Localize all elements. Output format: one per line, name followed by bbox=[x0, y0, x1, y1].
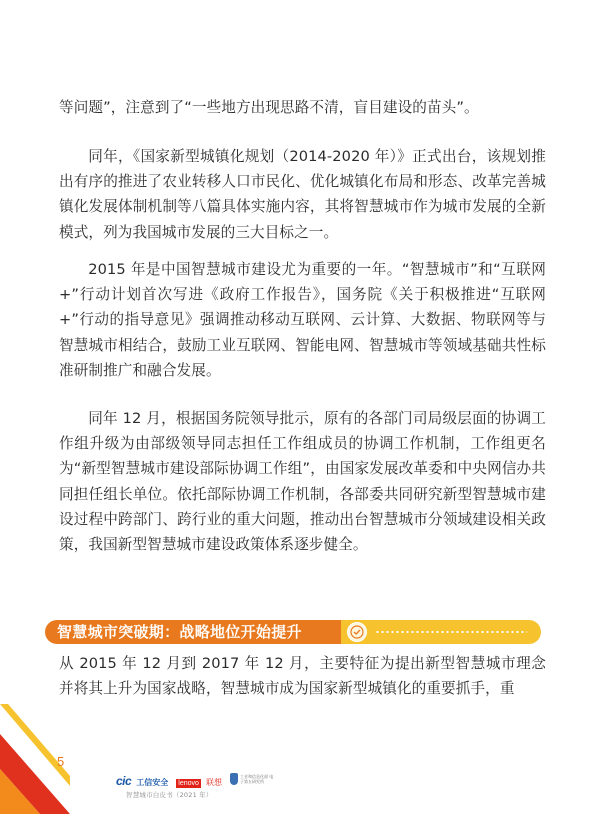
paragraph-2015: 2015 年是中国智慧城市建设尤为重要的一年。“智慧城市”和“互联网 +”行动计划首次写进《政府工作报告》，国务院《关于积极推进“互联网 +”行动的指导意见》强调推动移动互联网、云计算、大数据、物联网等与智慧城市相结合，鼓励工业互联网、智能电网、智慧城市等领域基础共性标准研制推广和融合发展。 bbox=[59, 261, 546, 379]
lenovo-logo bbox=[176, 770, 222, 789]
lenovo-logo-mark: lenovo bbox=[178, 779, 199, 787]
cic-logo bbox=[116, 770, 168, 789]
cic-logo-text: 工信安全 bbox=[136, 777, 169, 787]
paragraph-december: 同年 12 月，根据国务院领导批示，原有的各部门司局级层面的协调工作组升级为由部级领导同志担任工作组成员的协调工作机制，工作组更名为“新型智慧城市建设部际协调工作组”，由国家发展改革委和中央网信办共同担任组长单位。依托部际协调工作机制，各部委共同研究新型智慧城市建设过程中跨部门、跨行业的重大问题，推动出台智慧城市分领域建设相关政策，我国新型智慧城市建设政策体系逐步健全。 bbox=[59, 410, 546, 554]
footer-logos bbox=[116, 772, 274, 786]
badge-icon bbox=[347, 622, 367, 642]
lenovo-logo-text: 联想 bbox=[206, 777, 223, 787]
institute-logo-icon bbox=[230, 773, 238, 785]
section-title: 智慧城市突破期：战略地位开始提升 bbox=[57, 623, 302, 641]
paragraph-continuation: 等问题”，注意到了“一些地方出现思路不清，盲目建设的苗头”。 bbox=[59, 99, 479, 116]
page-number: 5 bbox=[57, 754, 65, 769]
section-banner bbox=[45, 620, 545, 644]
cic-logo-mark: cic bbox=[116, 773, 132, 788]
institute-logo-text: 工业和信息化部 电子第五研究所 bbox=[240, 774, 274, 784]
dotted-line bbox=[375, 631, 527, 633]
paragraph-urbanization-plan: 同年，《国家新型城镇化规划（2014-2020 年）》正式出台，该规划推出有序的推进了农业转移人口市民化、优化城镇化布局和形态、改革完善城镇化发展体制机制等八篇具体实施内容，其将智慧城市作为城市发展的全新模式，列为我国城市发展的三大目标之一。 bbox=[59, 148, 546, 241]
paragraph-breakthrough: 从 2015 年 12 月到 2017 年 12 月，主要特征为提出新型智慧城市理念并将其上升为国家战略，智慧城市成为国家新型城镇化的重要抓手，重 bbox=[59, 655, 546, 698]
institute-logo bbox=[230, 773, 274, 785]
footer-caption: 智慧城市白皮书（2021 年） bbox=[126, 791, 213, 799]
